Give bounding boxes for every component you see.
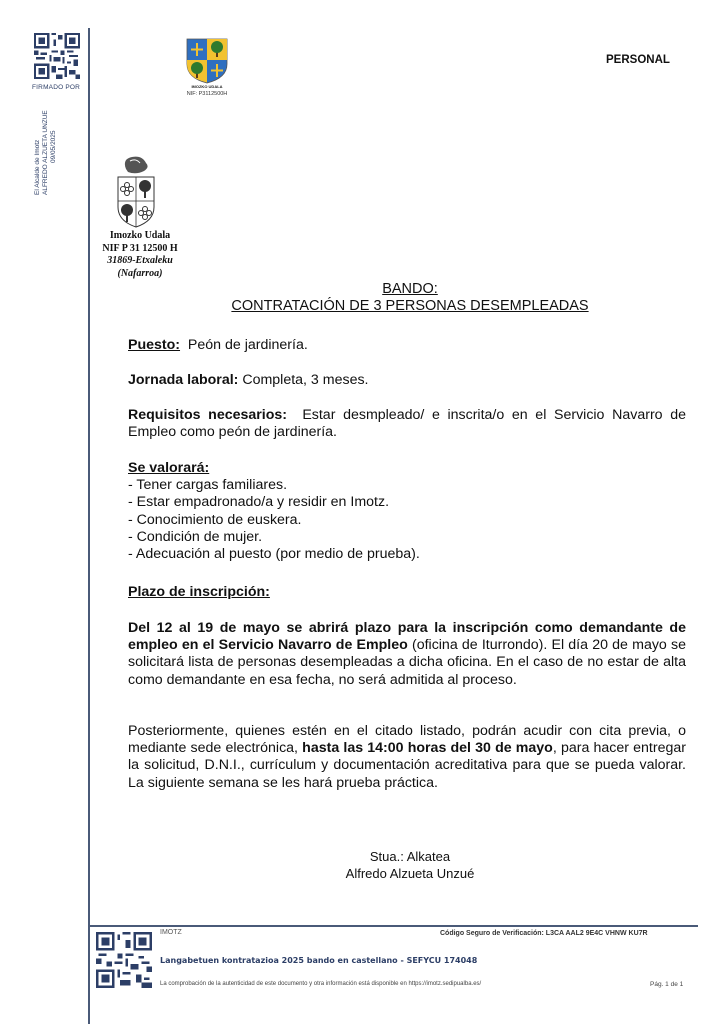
logo-caption: IMOZKO UDALA xyxy=(191,84,223,89)
posteriormente-deadline: hasta las 14:00 horas del 30 de mayo xyxy=(302,740,553,757)
valorara-label: Se valorará: xyxy=(128,460,210,476)
valorara-item: - Conocimiento de euskera. xyxy=(128,511,302,528)
sign-date: 09/05/2025 xyxy=(50,130,57,163)
valorara-section xyxy=(128,460,686,563)
signer-role: El Alcalde de Imotz xyxy=(34,139,41,195)
posteriormente-text-1: Posteriormente, quienes estén en el citado listado, podrán acudir con cita previa, o mediante sede electrónica, xyxy=(128,723,686,757)
signature-role: Stua.: Alkatea xyxy=(369,849,451,864)
valorara-item: - Estar empadronado/a y residir en Imotz. xyxy=(128,494,390,511)
plazo-paragraph xyxy=(128,620,686,689)
plazo-heading xyxy=(128,584,686,601)
organization-block xyxy=(92,230,188,280)
signature-qr-code xyxy=(34,33,80,79)
puesto-label: Puesto: xyxy=(128,337,181,353)
footer-document-title: Langabetuen kontratazioa 2025 bando en castellano - SEFYCU 174048 xyxy=(160,956,478,965)
left-margin-divider xyxy=(88,28,90,1024)
valorara-item: - Condición de mujer. xyxy=(128,528,263,545)
footer-entity: IMOTZ xyxy=(160,929,182,936)
puesto-section xyxy=(128,337,686,354)
signature-name: Alfredo Alzueta Unzué xyxy=(345,866,475,881)
jornada-value: Completa, 3 meses. xyxy=(238,372,369,388)
title-line-2: CONTRATACIÓN DE 3 PERSONAS DESEMPLEADAS xyxy=(231,298,589,314)
plazo-bold-text: Del 12 al 19 de mayo se abrirá plazo para la inscripción como demandante de empleo en el Servicio Navarro de Empleo xyxy=(128,620,686,654)
requisitos-section xyxy=(128,407,686,441)
title-line-1: BANDO: xyxy=(382,281,438,297)
signed-by-label: FIRMADO POR xyxy=(32,84,81,91)
valorara-item: - Tener cargas familiares. xyxy=(128,477,288,494)
posteriormente-paragraph xyxy=(128,723,686,792)
signer-name: ALFREDO ALZUETA UNZUE xyxy=(42,110,49,195)
requisitos-value: Estar desmpleado/ e inscrita/o en el Servicio Navarro de Empleo como peón de jardinería. xyxy=(128,407,686,441)
organization-nif: NIF P 31 12500 H xyxy=(102,242,178,254)
posteriormente-text-2: , para hacer entregar la solicitud, D.N.I., currículum y documentación acreditativa para que se pueda valorar. La siguiente semana se les hará prueba práctica. xyxy=(128,740,686,791)
plazo-label: Plazo de inscripción: xyxy=(128,584,270,600)
plazo-text: (oficina de Iturrondo). El día 20 de mayo se solicitará lista de personas desempleadas a dicha oficina. En el caso de no estar de alta como demandante en esa fecha, no será admitida al proceso. xyxy=(128,637,686,688)
signature-block xyxy=(300,848,520,882)
jornada-section xyxy=(128,372,686,389)
coat-of-arms-color-icon xyxy=(186,38,228,89)
document-category: PERSONAL xyxy=(606,54,670,66)
logo-nif: NIF: P3112500H xyxy=(186,91,228,97)
organization-region: (Nafarroa) xyxy=(117,267,163,279)
valorara-item: - Adecuación al puesto (por medio de prueba). xyxy=(128,546,420,563)
document-title xyxy=(180,281,640,315)
puesto-value: Peón de jardinería. xyxy=(187,337,308,353)
footer-page-number: Pág. 1 de 1 xyxy=(650,981,684,988)
organization-name: Imozko Udala xyxy=(109,230,171,241)
requisitos-label: Requisitos necesarios: xyxy=(128,407,288,423)
signature-details xyxy=(24,100,84,195)
footer-verification-code: Código Seguro de Verificación: L3CA AAL2 9E4C VHNW KU7R xyxy=(440,930,648,937)
jornada-label: Jornada laboral: xyxy=(128,372,239,388)
coat-of-arms-bw-icon xyxy=(112,155,160,234)
organization-postal: 31869-Etxaleku xyxy=(107,255,173,266)
footer-qr-code xyxy=(96,932,152,988)
footer-divider xyxy=(90,925,698,927)
footer-verification-note: La comprobación de la autenticidad de este documento y otra información está disponible en https://imotz.sedipualba.es/ xyxy=(160,981,482,987)
